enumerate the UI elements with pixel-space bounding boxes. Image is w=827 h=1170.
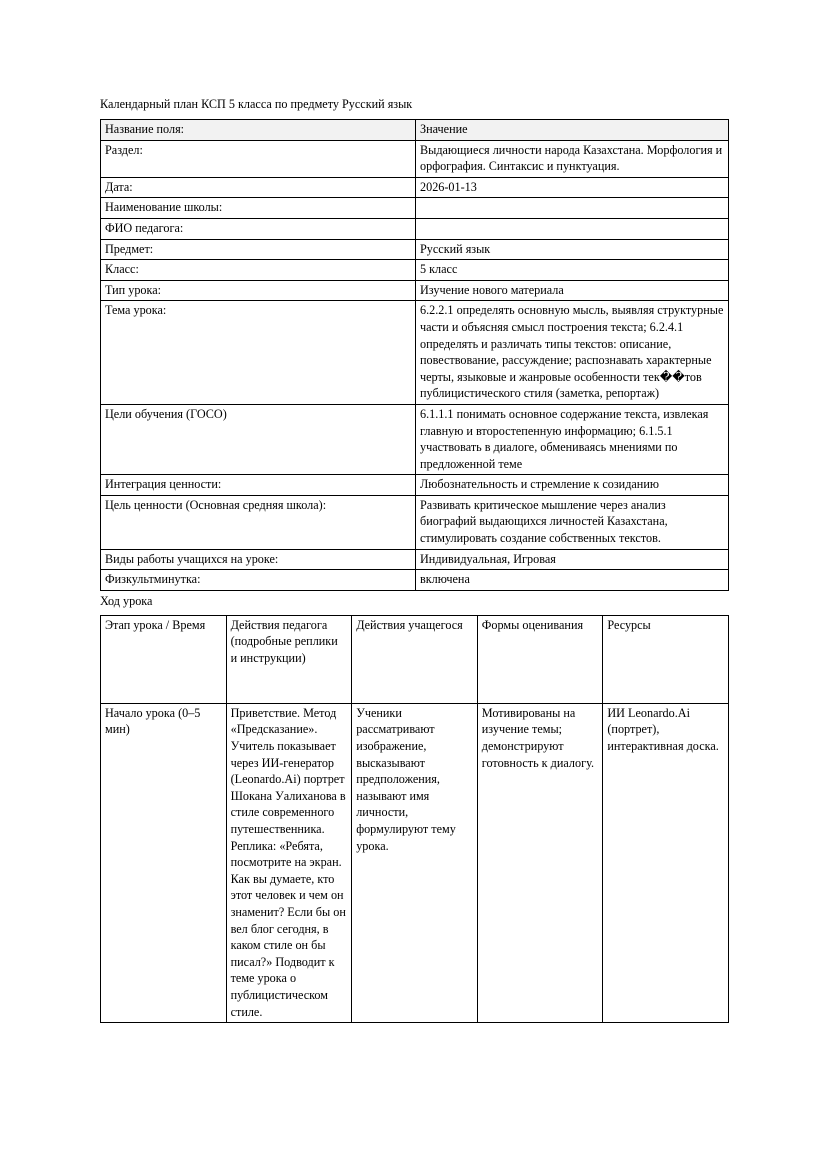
- header-resources: Ресурсы: [603, 615, 729, 703]
- table-row: [101, 549, 729, 570]
- row-label: Физкультминутка:: [101, 570, 416, 591]
- row-label: Цели обучения (ГОСО): [101, 404, 416, 474]
- header-student-actions: Действия учащегося: [352, 615, 478, 703]
- header-teacher-actions: Действия педагога (подробные реплики и инструкции): [226, 615, 352, 703]
- table-row: [101, 703, 729, 1022]
- table-row: [101, 140, 729, 177]
- table-row: [101, 570, 729, 591]
- table-row: [101, 177, 729, 198]
- document-content: [100, 96, 728, 1023]
- row-value: 6.1.1.1 понимать основное содержание текста, извлекая главную и второстепенную информацию; 6.1.5.1 участвовать в диалоге, обмениваясь мнениями по предложенной теме: [416, 404, 729, 474]
- table-row: [101, 475, 729, 496]
- table-row: [101, 495, 729, 549]
- row-value: включена: [416, 570, 729, 591]
- row-label: ФИО педагога:: [101, 218, 416, 239]
- row-label: Тип урока:: [101, 280, 416, 301]
- row-value: Русский язык: [416, 239, 729, 260]
- header-assessment-forms: Формы оценивания: [477, 615, 603, 703]
- lesson-info-table: [100, 119, 729, 591]
- table-row: [101, 239, 729, 260]
- row-label: Предмет:: [101, 239, 416, 260]
- lesson-info-body: [101, 120, 729, 591]
- table-row: [101, 280, 729, 301]
- row-value: Изучение нового материала: [416, 280, 729, 301]
- row-value: Любознательность и стремление к созиданию: [416, 475, 729, 496]
- table-row: [101, 301, 729, 405]
- table-header-row: [101, 615, 729, 703]
- row-value: Индивидуальная, Игровая: [416, 549, 729, 570]
- row-label: Наименование школы:: [101, 198, 416, 219]
- lesson-flow-body: [101, 703, 729, 1022]
- cell-student-actions: Ученики рассматривают изображение, высказывают предположения, называют имя личности, формулируют тему урока.: [352, 703, 478, 1022]
- row-label: Раздел:: [101, 140, 416, 177]
- table-row: [101, 218, 729, 239]
- row-label: Интеграция ценности:: [101, 475, 416, 496]
- row-label: Цель ценности (Основная средняя школа):: [101, 495, 416, 549]
- row-value: 2026-01-13: [416, 177, 729, 198]
- cell-resources: ИИ Leonardo.Ai (портрет), интерактивная доска.: [603, 703, 729, 1022]
- row-value: Развивать критическое мышление через анализ биографий выдающихся личностей Казахстана, стимулировать создание собственных текстов.: [416, 495, 729, 549]
- row-value: Выдающиеся личности народа Казахстана. Морфология и орфография. Синтаксис и пунктуация.: [416, 140, 729, 177]
- flow-heading: Ход урока: [100, 593, 153, 608]
- page-title: Календарный план КСП 5 класса по предмету Русский язык: [100, 97, 413, 111]
- cell-stage: Начало урока (0–5 мин): [101, 703, 227, 1022]
- cell-assessment-forms: Мотивированы на изучение темы; демонстрируют готовность к диалогу.: [477, 703, 603, 1022]
- header-field-name: Название поля:: [101, 120, 416, 141]
- row-label: Дата:: [101, 177, 416, 198]
- table-header-row: [101, 120, 729, 141]
- row-value: [416, 198, 729, 219]
- row-value: 5 класс: [416, 260, 729, 281]
- row-label: Класс:: [101, 260, 416, 281]
- table-row: [101, 198, 729, 219]
- lesson-flow-head: [101, 615, 729, 703]
- table-row: [101, 260, 729, 281]
- row-value: 6.2.2.1 определять основную мысль, выявляя структурные части и объясняя смысл построения текста; 6.2.4.1 определять и различать типы текстов: описание, повествование, рассуждение; распознавать характерные черты, языковые и жанровые особенности тек��тов публицистического стиля (заметка, репортаж): [416, 301, 729, 405]
- row-label: Виды работы учащихся на уроке:: [101, 549, 416, 570]
- table-row: [101, 404, 729, 474]
- cell-teacher-actions: Приветствие. Метод «Предсказание». Учитель показывает через ИИ-генератор (Leonardo.Ai) портрет Шокана Уалиханова в стиле современного путешественника. Реплика: «Ребята, посмотрите на экран. Как вы думаете, кто этот человек и чем он знаменит? Если бы он вел блог сегодня, в каком стиле он бы писал?» Подводит к теме урока о публицистическом стиле.: [226, 703, 352, 1022]
- row-label: Тема урока:: [101, 301, 416, 405]
- lesson-flow-table: [100, 615, 729, 1023]
- header-stage: Этап урока / Время: [101, 615, 227, 703]
- row-value: [416, 218, 729, 239]
- header-field-value: Значение: [416, 120, 729, 141]
